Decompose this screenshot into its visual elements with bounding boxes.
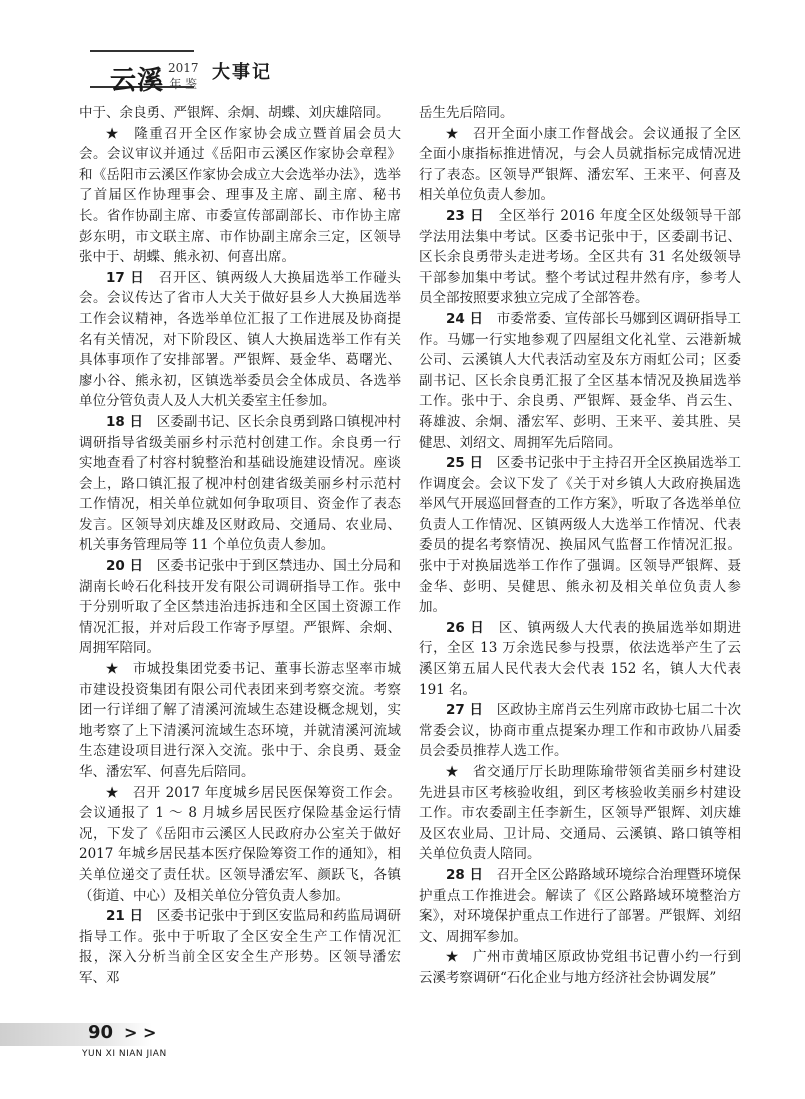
entry-date: 18 日	[106, 413, 144, 430]
entry-paragraph	[79, 906, 401, 988]
star-icon: ★	[106, 661, 119, 678]
entry-date: 17 日	[106, 269, 145, 286]
entry-paragraph	[79, 412, 401, 556]
logo-year-block	[168, 60, 199, 92]
logo-text: 云溪	[110, 66, 165, 96]
entry-paragraph	[419, 453, 741, 618]
star-icon: ★	[106, 784, 119, 801]
entry-paragraph	[419, 309, 741, 453]
entry-text: 召开全区公路路域环境综合治理暨环境保护重点工作推进会。解读了《区公路路域环境整治方案》，对环境保护重点工作进行了部署。严银辉、刘绍文、周拥军参加。	[419, 866, 741, 945]
year-label: 2017	[168, 61, 199, 75]
entry-date: 25 日	[446, 455, 484, 472]
page-arrows-icon: > >	[124, 1023, 157, 1042]
page-footer	[0, 1022, 805, 1062]
entry-paragraph	[419, 865, 741, 947]
entry-date: 20 日	[106, 558, 144, 575]
entry-text: 召开区、镇两级人大换届选举工作碰头会。会议传达了省市人大关于做好县乡人大换届选举工作会议精神，各选举单位汇报了工作进展及协商提名有关情况，对下阶段区、镇人大换届选举工作有关具体事项作了安排部署。严银辉、聂金华、葛曙光、廖小谷、熊永初，区镇选举委员会全体成员、各选举单位分管负责人及人大机关委室主任参加。	[79, 269, 402, 410]
star-icon: ★	[106, 125, 120, 142]
star-icon: ★	[446, 764, 459, 780]
entry-text: 全区举行 2016 年度全区处级领导干部学法用法集中考试。区委书记张中于，区委副书记、区长余良勇带头走进考场。全区共有 31 名处级领导干部参加集中考试。整个考试过程井然有序，参考人员全部按照要求独立完成了全部答卷。	[419, 207, 741, 307]
entry-text: 岳生先后陪同。	[419, 105, 514, 121]
entry-text: 隆重召开全区作家协会成立暨首届会员大会。会议审议并通过《岳阳市云溪区作家协会章程》和《岳阳市云溪区作家协会成立大会选举办法》，选举了首届区作协理事会、理事及主席、副主席、秘书长。省作协副主席、市委宣传部副部长、市作协主席彭东明，市文联主席、市作协副主席余三定，区领导张中于、胡蝶、熊永初、何喜出席。	[79, 125, 402, 266]
star-icon: ★	[446, 125, 459, 142]
entry-text: 中于、余良勇、严银辉、余炯、胡蝶、刘庆雄陪同。	[79, 105, 390, 121]
entry-paragraph	[79, 268, 401, 412]
entry-paragraph	[419, 947, 741, 988]
entry-paragraph	[79, 659, 401, 783]
entry-text: 区委书记张中于到区安监局和药监局调研指导工作。张中于听取了全区安全生产工作情况汇报，深入分析当前全区安全生产形势。区领导潘宏军、邓	[79, 908, 401, 986]
entry-text: 区委副书记、区长余良勇到路口镇枧冲村调研指导省级美丽乡村示范村创建工作。余良勇一行实地查看了村容村貌整治和基础设施建设情况。座谈会上，路口镇汇报了枧冲村创建省级美丽乡村示范村工作情况，相关单位就如何争取项目、资金作了表态发言。区领导刘庆雄及区财政局、交通局、农业局、机关事务管理局等 11 个单位负责人参加。	[79, 413, 401, 554]
yearbook-label: 年 鉴	[169, 77, 198, 91]
page-header	[72, 40, 752, 96]
entry-text: 市委常委、宣传部长马娜到区调研指导工作。马娜一行实地参观了四屋组文化礼堂、云港新城公司、云溪镇人大代表活动室及东方雨虹公司；区委副书记、区长余良勇汇报了全区基本情况及换届选举工作。张中于、余良勇、严银辉、聂金华、肖云生、蒋雄波、余炯、潘宏军、彭明、王来平、姜其胜、吴健思、刘绍文、周拥军先后陪同。	[419, 310, 741, 451]
entry-text: 区、镇两级人大代表的换届选举如期进行，全区 13 万余选民参与投票，依法选举产生了云溪区第五届人民代表大会代表 152 名，镇人大代表 191 名。	[419, 619, 742, 698]
entry-paragraph	[79, 556, 401, 659]
entry-paragraph	[79, 103, 401, 124]
entry-paragraph	[419, 103, 741, 124]
page-number: 90	[88, 1022, 114, 1043]
left-column	[79, 103, 401, 989]
entry-text: 召开 2017 年度城乡居民医保筹资工作会。会议通报了 1 ～ 8 月城乡居民医疗保险基金运行情况，下发了《岳阳市云溪区人民政府办公室关于做好 2017 年城乡居民基本医疗保险筹资工作的通知》，相关单位递交了责任状。区领导潘宏军、颜跃飞，各镇（街道、中心）及相关单位分管负责人参加。	[79, 784, 401, 904]
entry-text: 市城投集团党委书记、董事长游志坚率市城市建设投资集团有限公司代表团来到考察交流。考察团一行详细了解了清溪河流域生态建设概念规划，实地考察了上下清溪河流域生态环境，并就清溪河流域生态建设项目进行深入交流。张中于、余良勇、聂金华、潘宏军、何喜先后陪同。	[79, 661, 402, 780]
entry-text: 区委书记张中于主持召开全区换届选举工作调度会。会议下发了《关于对乡镇人大政府换届选举风气开展巡回督查的工作方案》，听取了各选举单位负责人工作情况、区镇两级人大选举工作情况、代表委员的提名考察情况、换届风气监督工作情况汇报。张中于对换届选举工作作了强调。区领导严银辉、聂金华、彭明、吴健思、熊永初及相关单位负责人参加。	[419, 455, 741, 616]
entry-text: 省交通厅厅长助理陈瑜带领省美丽乡村建设先进县市区考核验收组，到区考核验收美丽乡村建设工作。市农委副主任李新生，区领导严银辉、刘庆雄及区农业局、卫计局、交通局、云溪镇、路口镇等相关单位负责人陪同。	[419, 764, 742, 863]
section-title: 大事记	[212, 62, 272, 83]
right-column	[419, 103, 741, 989]
entry-paragraph	[419, 206, 741, 309]
entry-text: 区委书记张中于到区禁违办、国土分局和湖南长岭石化科技开发有限公司调研指导工作。张中于分别听取了全区禁违治违拆违和全区国土资源工作情况汇报，并对后段工作寄予厚望。严银辉、余炯、周拥军陪同。	[79, 558, 401, 657]
entry-text: 区政协主席肖云生列席市政协七届二十次常委会议，协商市重点提案办理工作和市政协八届委员会委员推荐人选工作。	[419, 702, 741, 760]
footer-subtitle: YUN XI NIAN JIAN	[82, 1049, 167, 1059]
entry-date: 24 日	[446, 310, 484, 327]
entry-paragraph	[419, 124, 741, 206]
entry-date: 21 日	[106, 908, 144, 925]
entry-date: 28 日	[446, 866, 484, 883]
entry-date: 27 日	[446, 702, 484, 719]
entry-text: 召开全面小康工作督战会。会议通报了全区全面小康指标推进情况，与会人员就指标完成情况进行了表态。区领导严银辉、潘宏军、王来平、何喜及相关单位负责人参加。	[419, 125, 742, 204]
entry-date: 23 日	[446, 207, 485, 224]
yearbook-logo	[90, 50, 199, 96]
entry-paragraph	[79, 783, 401, 907]
entry-paragraph	[419, 762, 741, 865]
entry-date: 26 日	[446, 619, 485, 636]
entry-paragraph	[79, 124, 401, 268]
entry-paragraph	[419, 700, 741, 762]
entry-text: 广州市黄埔区原政协党组书记曹小约一行到云溪考察调研“石化企业与地方经济社会协调发展”	[419, 949, 742, 986]
entry-paragraph	[419, 618, 741, 700]
star-icon: ★	[446, 949, 459, 966]
